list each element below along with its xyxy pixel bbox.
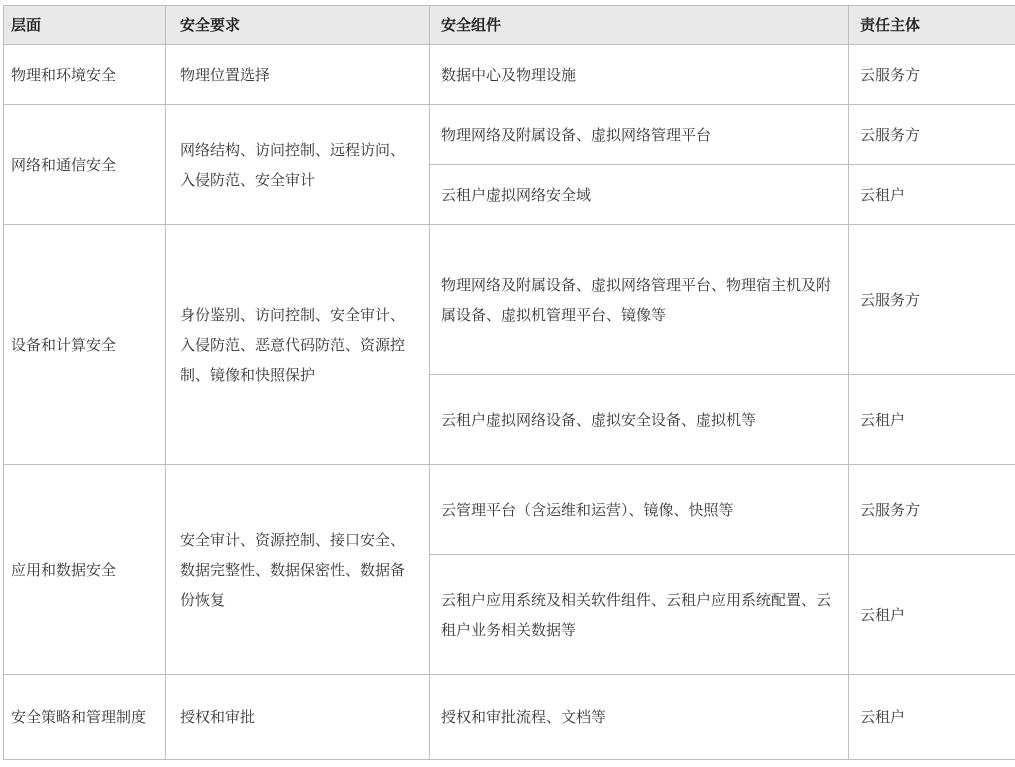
header-party: 责任主体: [849, 6, 1015, 45]
requirement-cell: 身份鉴别、访问控制、安全审计、入侵防范、恶意代码防范、资源控制、镜像和快照保护: [166, 225, 430, 465]
table-row: [4, 225, 1015, 375]
table-row: [4, 45, 1015, 105]
layer-cell: 网络和通信安全: [4, 105, 166, 225]
table-row: [4, 105, 1015, 165]
header-layer: 层面: [4, 6, 166, 45]
requirement-cell: 物理位置选择: [166, 45, 430, 105]
header-requirement: 安全要求: [166, 6, 430, 45]
header-component: 安全组件: [430, 6, 849, 45]
requirement-cell: 安全审计、资源控制、接口安全、数据完整性、数据保密性、数据备份恢复: [166, 465, 430, 675]
component-cell: 数据中心及物理设施: [430, 45, 849, 105]
requirement-cell: 授权和审批: [166, 675, 430, 760]
component-cell: 云管理平台（含运维和运营）、镜像、快照等: [430, 465, 849, 555]
party-cell: 云服务方: [849, 465, 1015, 555]
header-row: [4, 6, 1015, 45]
party-cell: 云服务方: [849, 45, 1015, 105]
party-cell: 云租户: [849, 165, 1015, 225]
component-cell: 云租户虚拟网络设备、虚拟安全设备、虚拟机等: [430, 375, 849, 465]
party-cell: 云服务方: [849, 225, 1015, 375]
party-cell: 云租户: [849, 675, 1015, 760]
table-row: [4, 675, 1015, 760]
layer-cell: 物理和环境安全: [4, 45, 166, 105]
component-cell: 云租户虚拟网络安全域: [430, 165, 849, 225]
layer-cell: 设备和计算安全: [4, 225, 166, 465]
layer-cell: 安全策略和管理制度: [4, 675, 166, 760]
component-cell: 云租户应用系统及相关软件组件、云租户应用系统配置、云租户业务相关数据等: [430, 555, 849, 675]
layer-cell: 应用和数据安全: [4, 465, 166, 675]
party-cell: 云租户: [849, 375, 1015, 465]
security-responsibility-table: [3, 5, 1015, 760]
party-cell: 云服务方: [849, 105, 1015, 165]
table-row: [4, 465, 1015, 555]
table-body: [4, 45, 1015, 760]
table-header: [4, 6, 1015, 45]
party-cell: 云租户: [849, 555, 1015, 675]
component-cell: 物理网络及附属设备、虚拟网络管理平台: [430, 105, 849, 165]
component-cell: 物理网络及附属设备、虚拟网络管理平台、物理宿主机及附属设备、虚拟机管理平台、镜像等: [430, 225, 849, 375]
requirement-cell: 网络结构、访问控制、远程访问、入侵防范、安全审计: [166, 105, 430, 225]
component-cell: 授权和审批流程、文档等: [430, 675, 849, 760]
